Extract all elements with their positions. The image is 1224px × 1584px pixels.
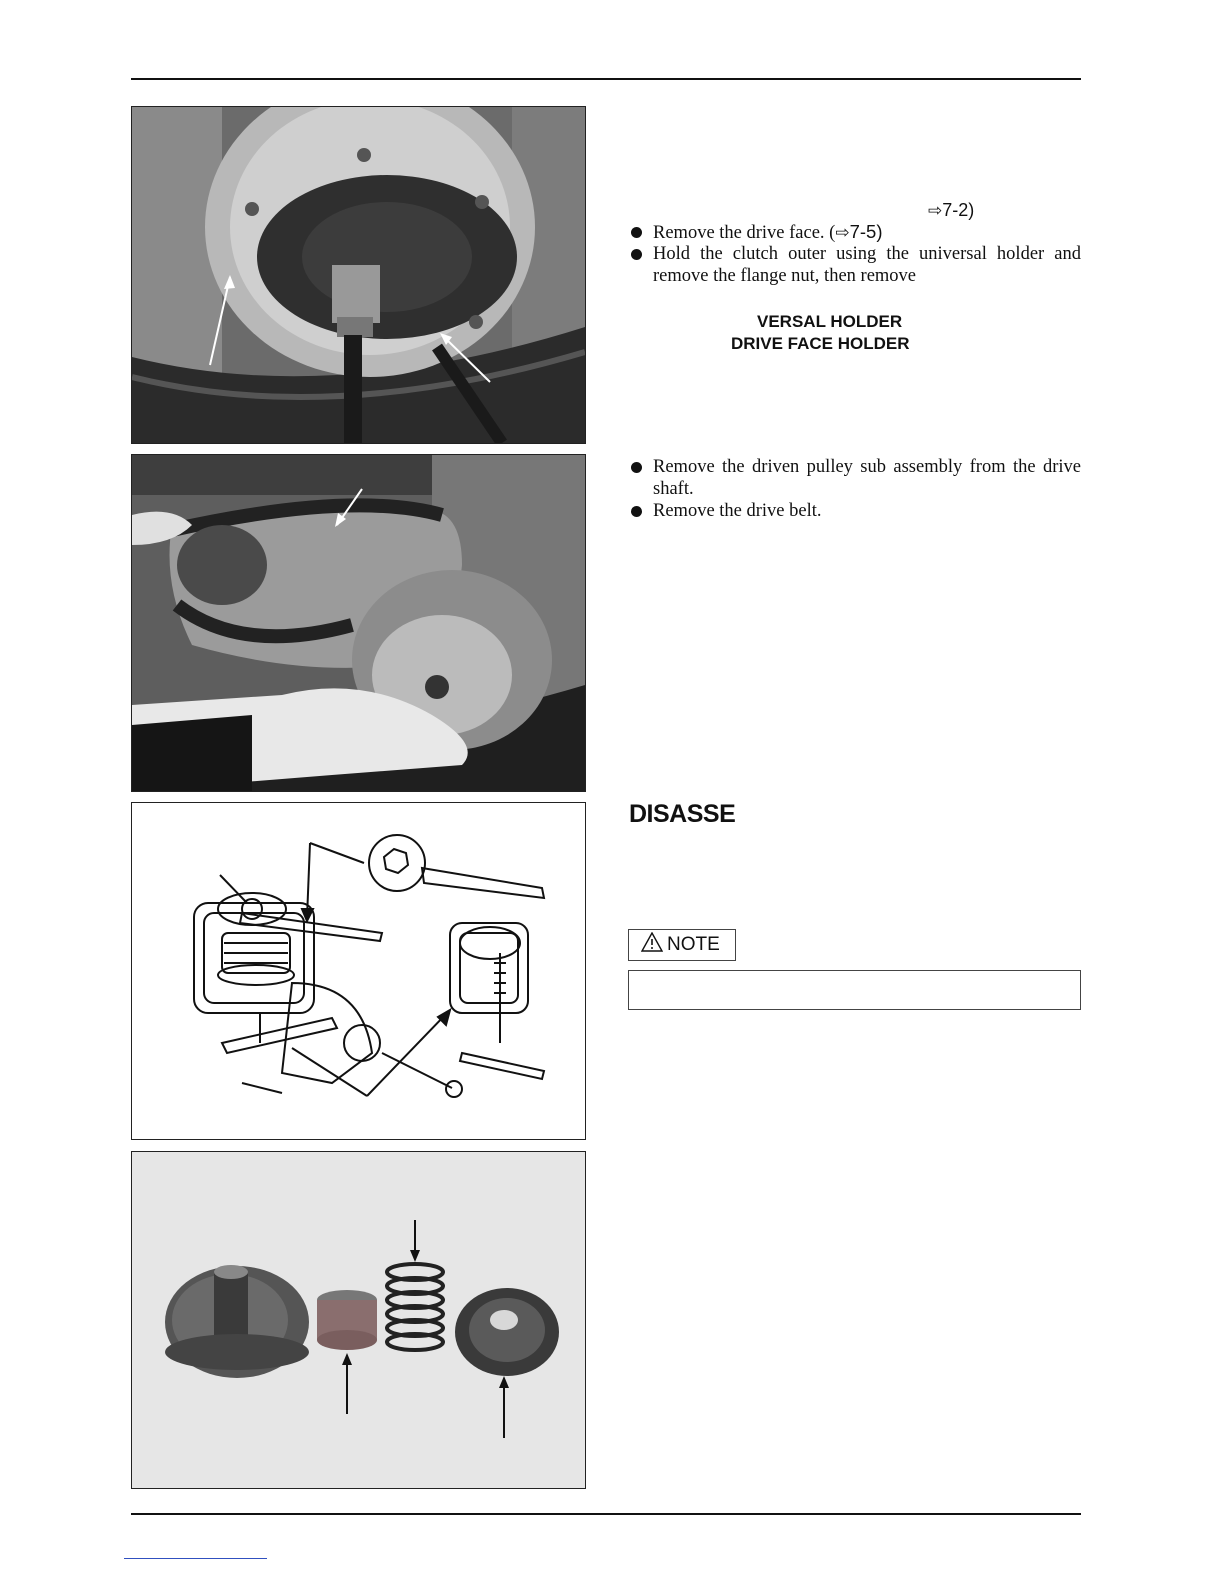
section-heading: DISASSE — [629, 800, 736, 828]
bullet-remove-drive-face: Remove the drive face. (⇨7-5) — [631, 221, 1081, 244]
bullet-remove-drive-belt: Remove the drive belt. — [631, 500, 1081, 522]
note-label: NOTE — [628, 929, 736, 961]
bullet-icon — [631, 506, 642, 517]
note-box — [628, 970, 1081, 1010]
footer-link-underline[interactable] — [124, 1558, 267, 1559]
bullet-icon — [631, 462, 642, 473]
reference-7-2: ⇨7-2) — [928, 200, 975, 221]
bullet-hold-clutch-outer: Hold the clutch outer using the universal holder and remove the flange nut, then remove — [631, 243, 1081, 287]
warning-triangle-icon — [641, 932, 663, 958]
bullet-icon — [631, 227, 642, 238]
bullet-remove-driven-pulley: Remove the driven pulley sub assembly from the drive shaft. — [631, 456, 1081, 500]
outline-right-arrow-icon: ⇨ — [928, 201, 943, 221]
footer-rule — [131, 1513, 1081, 1515]
figure-holder-compressor-illustration — [131, 802, 586, 1140]
bullet-icon — [631, 249, 642, 260]
tool-label-drive-face-holder: DRIVE FACE HOLDER — [731, 334, 910, 353]
header-rule — [131, 78, 1081, 80]
outline-right-arrow-icon: ⇨ — [835, 223, 850, 243]
figure-clutch-holder-photo — [131, 106, 586, 444]
tool-label-versal-holder: VERSAL HOLDER — [757, 312, 903, 331]
figure-driven-pulley-removal-photo — [131, 454, 586, 792]
figure-driven-pulley-parts-photo — [131, 1151, 586, 1489]
